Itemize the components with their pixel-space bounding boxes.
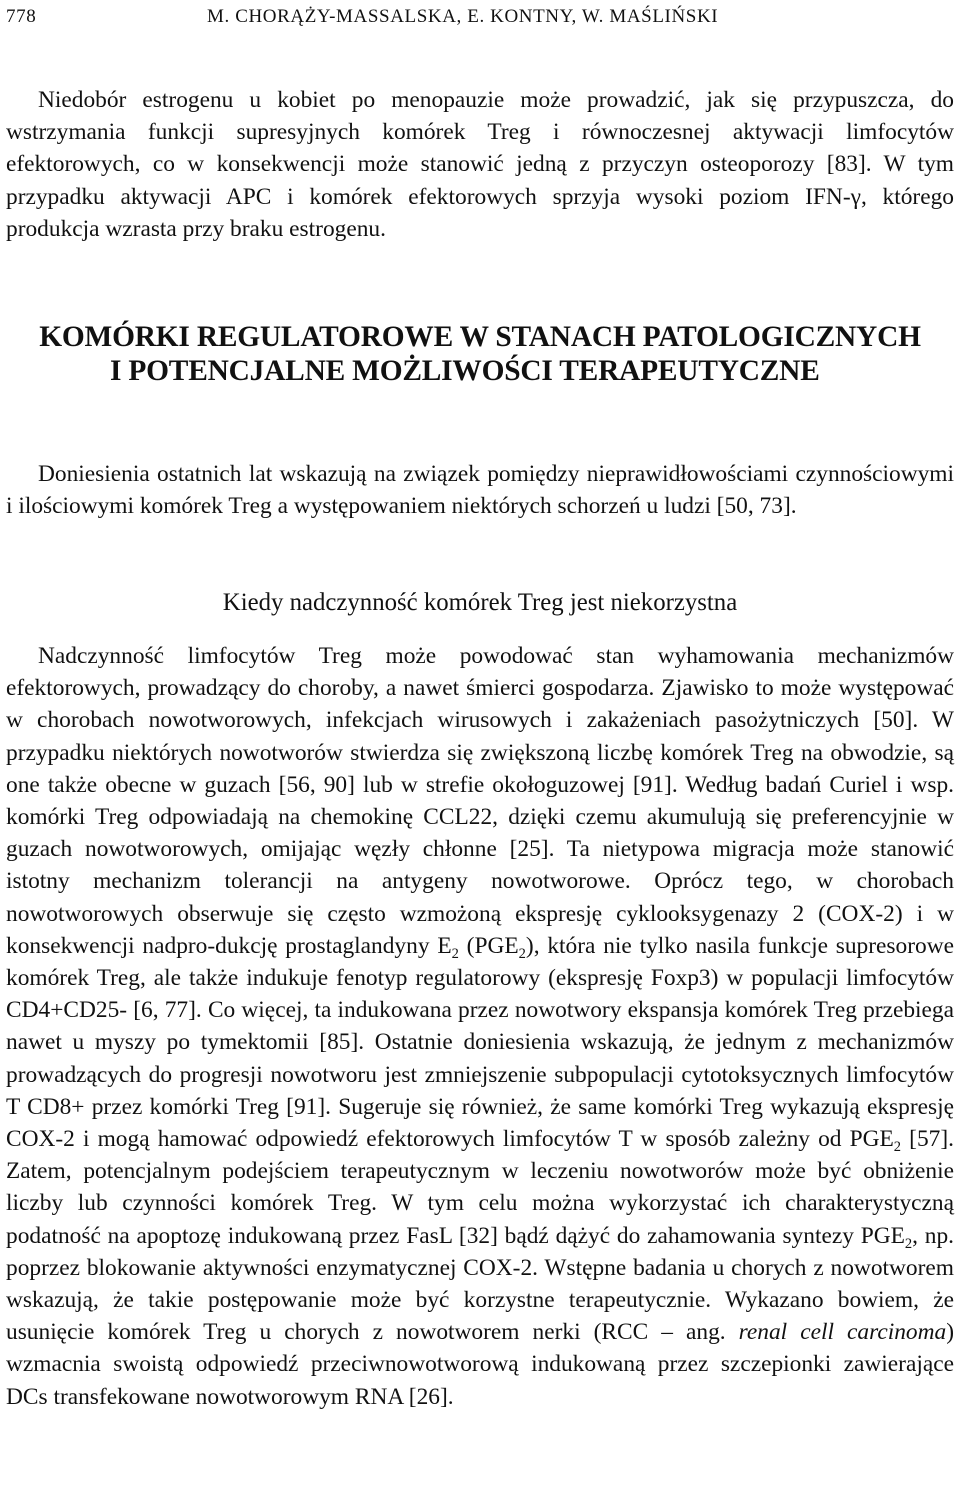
text-run: , np. poprzez blokowanie aktywności enzymatycznej COX-2. Wstępne badania u chorych z nowotworem wskazują, że takie postępowanie może być korzystne terapeutycznie. Wykazano bowiem, że usunięcie komórek Treg u chorych z nowotworem nerki (RCC – ang. bbox=[6, 1222, 955, 1346]
subscript: 2 bbox=[904, 1235, 913, 1252]
subscript: 2 bbox=[451, 945, 459, 962]
paragraph-treg-overactivity bbox=[6, 640, 954, 1413]
paragraph-estrogen: Niedobór estrogenu u kobiet po menopauzie może prowadzić, jak się przypuszcza, do wstrzymania funkcji supresyjnych komórek Treg i równoczesnej aktywacji limfocytów efektorowych, co w konsekwencji może stanowić jedną z przyczyn osteoporozy [83]. W tym przypadku aktywacji APC i komórek efektorowych sprzyja wysoki poziom IFN-γ, którego produkcja wzrasta przy braku estrogenu. bbox=[6, 87, 954, 242]
text-run: ), która nie tylko nasila funkcje supresorowe komórek Treg, ale także indukuje fenotyp regulatorowy (ekspresję Foxp3) w populacji limfocytów CD4+CD25- [6, 77]. Co więcej, ta indukowana przez nowotwory ekspansja komórek Treg przebiega nawet u myszy po tymektomii [85]. Ostatnie doniesienia wskazują, że jednym z mechanizmów prowadzących do progresji nowotworu jest zmniejszenie subpopulacji cytotoksycznych limfocytów T CD8+ przez komórki Treg [91]. Sugeruje się również, że same komórki Treg wykazują ekspresję COX-2 i mogą hamować odpowiedź efektorowych limfocytów T w sposób zależny od PGE bbox=[6, 932, 954, 1153]
text-run: (PGE bbox=[458, 932, 519, 959]
page-number: 778 bbox=[6, 6, 37, 27]
italic-term: renal cell carcinoma bbox=[738, 1319, 947, 1346]
text-run: [57]. Zatem, potencjalnym podejściem terapeutycznym w leczeniu nowotworów może być obniżenie liczby lub czynności komórek Treg. W tym celu można wykorzystać ich charakterystyczną podatność na apoptozę indukowaną przez FasL [32] bądź dążyć do zahamowania syntezy PGE bbox=[6, 1126, 954, 1249]
section-title-line-1: KOMÓRKI REGULATOROWE W STANACH PATOLOGICZNYCH bbox=[39, 321, 921, 353]
subscript: 2 bbox=[518, 945, 526, 962]
running-head-authors: M. CHORĄŻY-MASSALSKA, E. KONTNY, W. MAŚLIŃSKI bbox=[207, 6, 719, 27]
section-title-line-2: I POTENCJALNE MOŻLIWOŚCI TERAPEUTYCZNE bbox=[110, 355, 820, 387]
subscript: 2 bbox=[893, 1139, 902, 1156]
subsection-title: Kiedy nadczynność komórek Treg jest niekorzystna bbox=[222, 589, 738, 616]
text-run: ) wzmacnia swoistą odpowiedź przeciwnowotworową indukowaną przez szczepionki zawierające DCs transfekowane nowotworowym RNA [26]. bbox=[6, 1319, 954, 1410]
paragraph-intro: Doniesienia ostatnich lat wskazują na związek pomiędzy nieprawidłowościami czynnościowymi i ilościowymi komórek Treg a występowaniem niektórych schorzeń u ludzi [50, 73]. bbox=[6, 461, 954, 520]
running-head bbox=[6, 6, 954, 32]
section-title bbox=[6, 320, 954, 388]
text-run: Nadczynność limfocytów Treg może powodować stan wyhamowania mechanizmów efektorowych, prowadzący do choroby, a nawet śmierci gospodarza. Zjawisko to może występować w chorobach nowotworowych, infekcjach wirusowych i zakażeniach pasożytniczych [50]. W przypadku niektórych nowotworów stwierdza się zwiększoną liczbę komórek Treg na obwodzie, są one także obecne w guzach [56, 90] lub w strefie okołoguzowej [91]. Według badań Curiel i wsp. komórki Treg odpowiadają na chemokinę CCL22, dzięki czemu akumulują się preferencyjnie w guzach nowotworowych, omijając węzły chłonne [25]. Ta nietypowa migracja może stanowić istotny mechanizm tolerancji na antygeny nowotworowe. Oprócz tego, w chorobach nowotworowych obserwuje się często wzmożoną ekspresję cyklooksygenazy 2 (COX-2) i w konsekwencji nadpro-dukcję prostaglandyny E bbox=[6, 643, 954, 959]
